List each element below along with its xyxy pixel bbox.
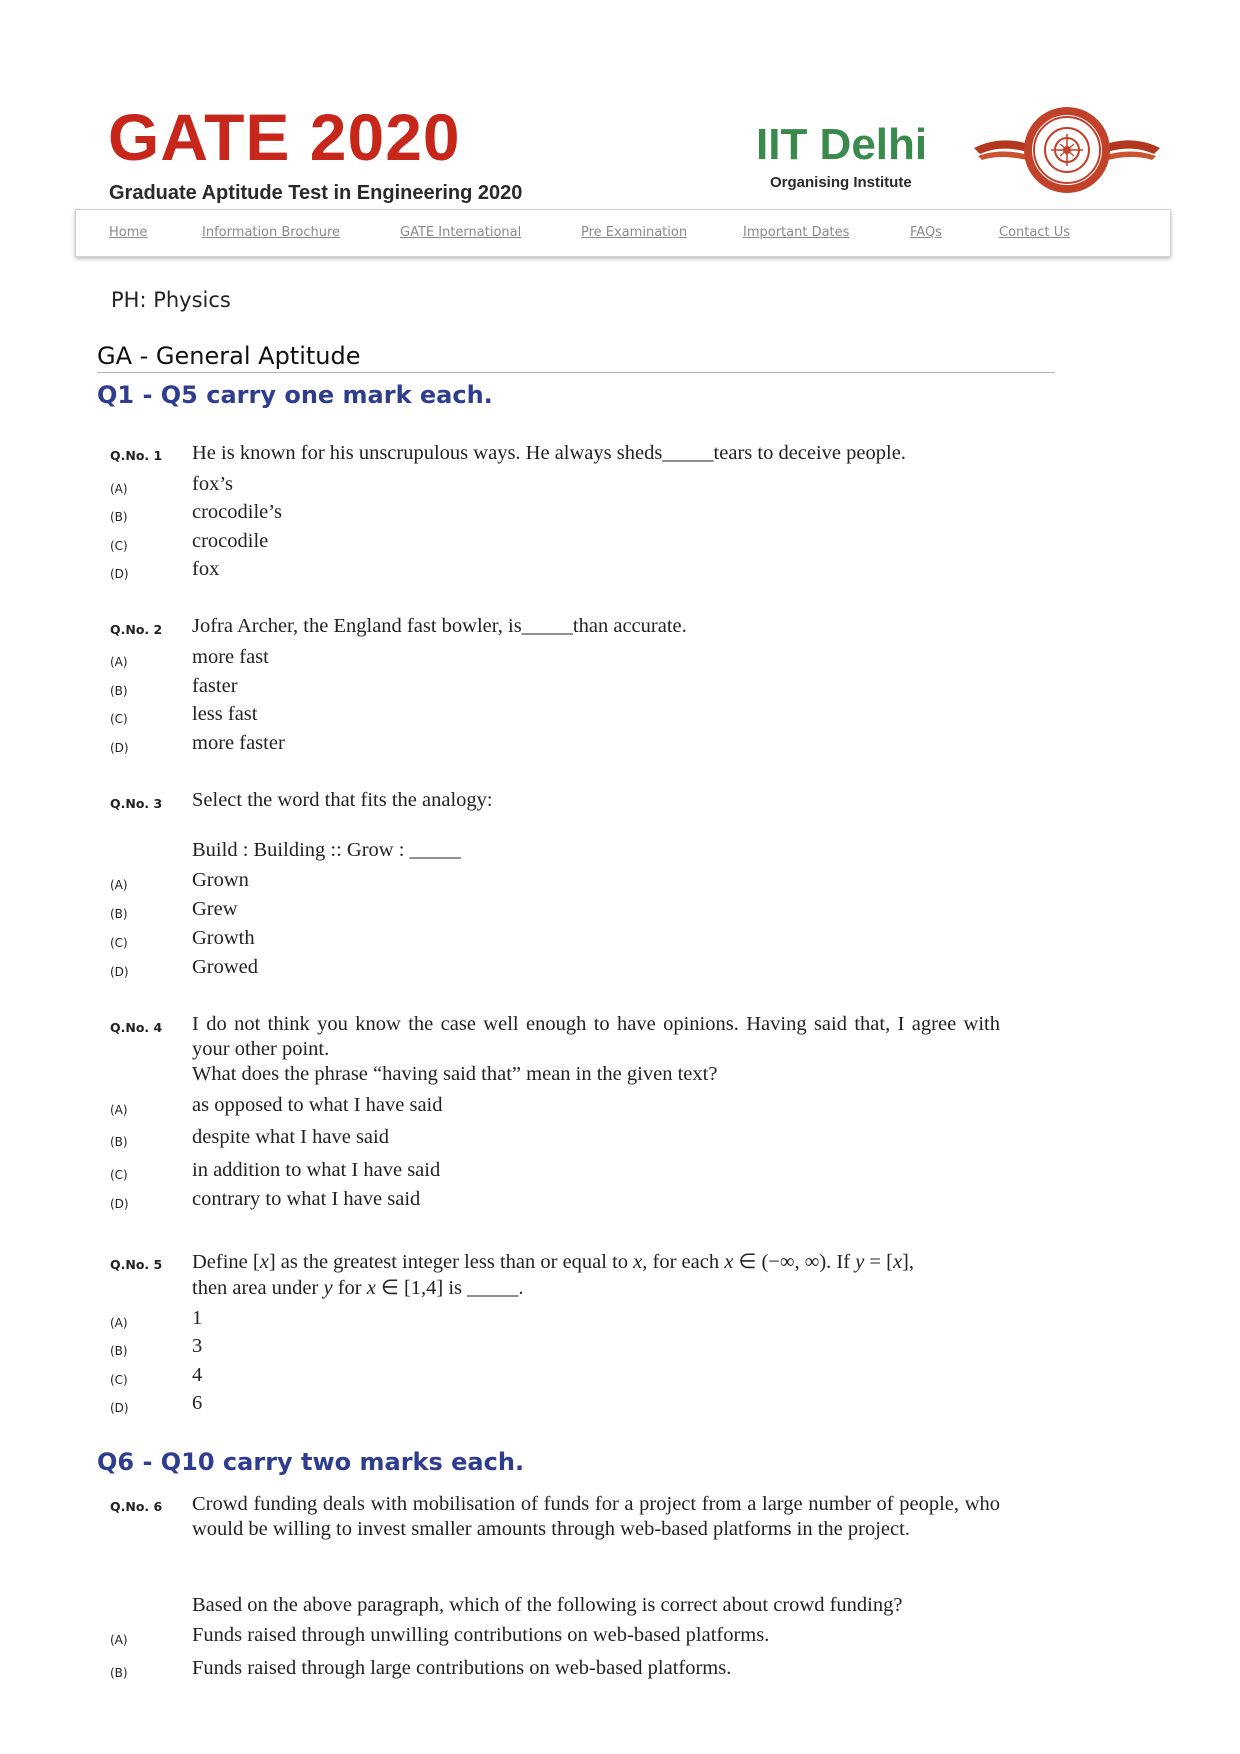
option-text: Funds raised through large contributions on web-based platforms. [192, 1657, 732, 1679]
nav-contact-us[interactable]: Contact Us [999, 225, 1070, 240]
option-text: contrary to what I have said [192, 1188, 421, 1210]
option-text: crocodile’s [192, 501, 282, 523]
option-text: fox’s [192, 473, 233, 495]
option-label: (D) [110, 965, 129, 979]
question-text: Jofra Archer, the England fast bowler, is_____than accurate. [192, 615, 687, 637]
question-text: Select the word that fits the analogy: [192, 789, 493, 811]
exam-subtitle: Graduate Aptitude Test in Engineering 2020 [109, 182, 523, 204]
option-label: (B) [110, 510, 128, 524]
option-label: (C) [110, 712, 128, 726]
question-number: Q.No. 3 [110, 796, 163, 811]
question-text-line2: What does the phrase “having said that” mean in the given text? [192, 1063, 718, 1085]
option-label: (A) [110, 1103, 128, 1117]
option-text: fox [192, 558, 220, 580]
option-text: Grown [192, 869, 249, 891]
question-number: Q.No. 6 [110, 1499, 163, 1514]
option-text: 4 [192, 1364, 203, 1386]
option-label: (A) [110, 878, 128, 892]
option-text: 3 [192, 1335, 203, 1357]
question-number: Q.No. 4 [110, 1020, 163, 1035]
nav-important-dates[interactable]: Important Dates [743, 225, 850, 240]
paper-code: PH: Physics [111, 288, 231, 312]
nav-information-brochure[interactable]: Information Brochure [202, 225, 340, 240]
option-text: more faster [192, 732, 285, 754]
option-label: (D) [110, 567, 129, 581]
option-text: faster [192, 675, 238, 697]
option-label: (D) [110, 1197, 129, 1211]
option-label: (B) [110, 1666, 128, 1680]
option-label: (A) [110, 482, 128, 496]
iit-delhi-emblem-icon [972, 104, 1162, 200]
main-nav [75, 209, 1171, 257]
option-label: (C) [110, 1373, 128, 1387]
option-label: (A) [110, 1633, 128, 1647]
option-text: Growth [192, 927, 255, 949]
option-label: (B) [110, 907, 128, 921]
option-text: as opposed to what I have said [192, 1094, 443, 1116]
question-text: Crowd funding deals with mobilisation of funds for a project from a large number of people, who would be willing to invest smaller amounts through web-based platforms in the project. [192, 1493, 1000, 1540]
section-title: GA - General Aptitude [97, 342, 361, 370]
option-label: (A) [110, 1316, 128, 1330]
option-label: (C) [110, 1168, 128, 1182]
option-text: despite what I have said [192, 1126, 389, 1148]
option-label: (B) [110, 684, 128, 698]
option-text: crocodile [192, 530, 269, 552]
institute-name: IIT Delhi [756, 120, 928, 169]
analogy-text: Build : Building :: Grow : _____ [192, 839, 461, 861]
institute-role: Organising Institute [770, 174, 912, 191]
option-text: 1 [192, 1307, 203, 1329]
option-text: in addition to what I have said [192, 1159, 441, 1181]
two-mark-heading: Q6 - Q10 carry two marks each. [97, 1448, 525, 1476]
option-text: Grew [192, 898, 238, 920]
option-label: (C) [110, 936, 128, 950]
question-text-line2: Based on the above paragraph, which of the following is correct about crowd funding? [192, 1594, 903, 1616]
option-text: Funds raised through unwilling contributions on web-based platforms. [192, 1624, 770, 1646]
exam-title: GATE 2020 [108, 100, 461, 174]
question-text-line2: then area under y for x ∈ [1,4] is _____. [192, 1277, 524, 1299]
nav-home[interactable]: Home [109, 225, 148, 240]
option-label: (D) [110, 741, 129, 755]
nav-gate-international[interactable]: GATE International [400, 225, 522, 240]
option-text: Growed [192, 956, 259, 978]
question-number: Q.No. 2 [110, 622, 163, 637]
option-text: more fast [192, 646, 269, 668]
nav-faqs[interactable]: FAQs [910, 225, 942, 240]
question-text: He is known for his unscrupulous ways. He always sheds_____tears to deceive people. [192, 442, 906, 464]
question-text: Define [x] as the greatest integer less than or equal to x, for each x ∈ (−∞, ∞). If y = [x], [192, 1251, 914, 1273]
one-mark-heading: Q1 - Q5 carry one mark each. [97, 381, 493, 409]
question-number: Q.No. 1 [110, 448, 163, 463]
question-number: Q.No. 5 [110, 1257, 163, 1272]
option-label: (A) [110, 655, 128, 669]
question-text: I do not think you know the case well enough to have opinions. Having said that, I agree with your other point. [192, 1013, 1000, 1060]
option-label: (B) [110, 1344, 128, 1358]
option-label: (C) [110, 539, 128, 553]
section-divider [97, 372, 1055, 373]
option-text: 6 [192, 1392, 203, 1414]
option-text: less fast [192, 703, 258, 725]
option-label: (D) [110, 1401, 129, 1415]
option-label: (B) [110, 1135, 128, 1149]
nav-pre-examination[interactable]: Pre Examination [581, 225, 688, 240]
